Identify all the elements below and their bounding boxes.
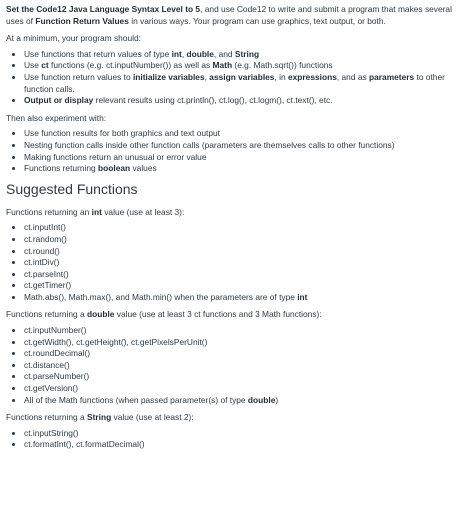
list-item: • ct.roundDecimal() [24, 348, 468, 360]
list-item: • Math.abs(), Math.max(), and Math.min() when the parameters are of type int [24, 292, 468, 304]
list-item: • ct.inputNumber() [24, 325, 468, 337]
intro-paragraph: Set the Code12 Java Language Syntax Level to 5, and use Code12 to write and submit a program that makes several uses of Function Return Values in various ways. Your program can use graphics, text output, or both. [6, 4, 452, 26]
list-item: • Use ct functions (e.g. ct.inputNumber()) as well as Math (e.g. Math.sqrt()) functions [24, 60, 468, 72]
string-functions-list [6, 428, 468, 451]
int-section-heading: Functions returning an int value (use at least 3): [6, 206, 185, 217]
experiment-list [6, 128, 468, 174]
list-item: • ct.getWidth(), ct.getHeight(), ct.getPixelsPerUnit() [24, 337, 468, 349]
list-item: • ct.inputInt() [24, 222, 468, 234]
list-item: • Making functions return an unusual or error value [24, 152, 468, 164]
string-section-heading: Functions returning a String value (use at least 2): [6, 412, 194, 423]
minimum-list [6, 49, 468, 107]
minimum-heading: At a minimum, your program should: [6, 33, 141, 44]
list-item: • ct.inputString() [24, 428, 468, 440]
list-item: • ct.formatInt(), ct.formatDecimal() [24, 439, 468, 451]
list-item: • ct.intDiv() [24, 257, 468, 269]
list-item: • Output or display relevant results using ct.println(), ct.log(), ct.logm(), ct.text(), etc. [24, 95, 468, 107]
double-functions-list [6, 325, 468, 406]
list-item: • ct.getVersion() [24, 383, 468, 395]
list-item: • Nesting function calls inside other function calls (parameters are themselves calls to other functions) [24, 140, 468, 152]
double-section-heading: Functions returning a double value (use at least 3 ct functions and 3 Math functions): [6, 309, 322, 320]
list-item: • All of the Math functions (when passed parameter(s) of type double) [24, 395, 468, 407]
int-functions-list [6, 222, 468, 303]
list-item: • ct.parseInt() [24, 269, 468, 281]
list-item: • ct.distance() [24, 360, 468, 372]
list-item: • ct.getTimer() [24, 280, 468, 292]
list-item: • Functions returning boolean values [24, 163, 468, 175]
list-item: • Use function return values to initialize variables, assign variables, in expressions, and as parameters to other function calls. [24, 72, 468, 95]
list-item: • ct.parseNumber() [24, 371, 468, 383]
list-item: • Use function results for both graphics and text output [24, 128, 468, 140]
list-item: • ct.round() [24, 246, 468, 258]
suggested-functions-title: Suggested Functions [6, 180, 138, 197]
list-item: • Use functions that return values of type int, double, and String [24, 49, 468, 61]
list-item: • ct.random() [24, 234, 468, 246]
experiment-heading: Then also experiment with: [6, 112, 107, 123]
